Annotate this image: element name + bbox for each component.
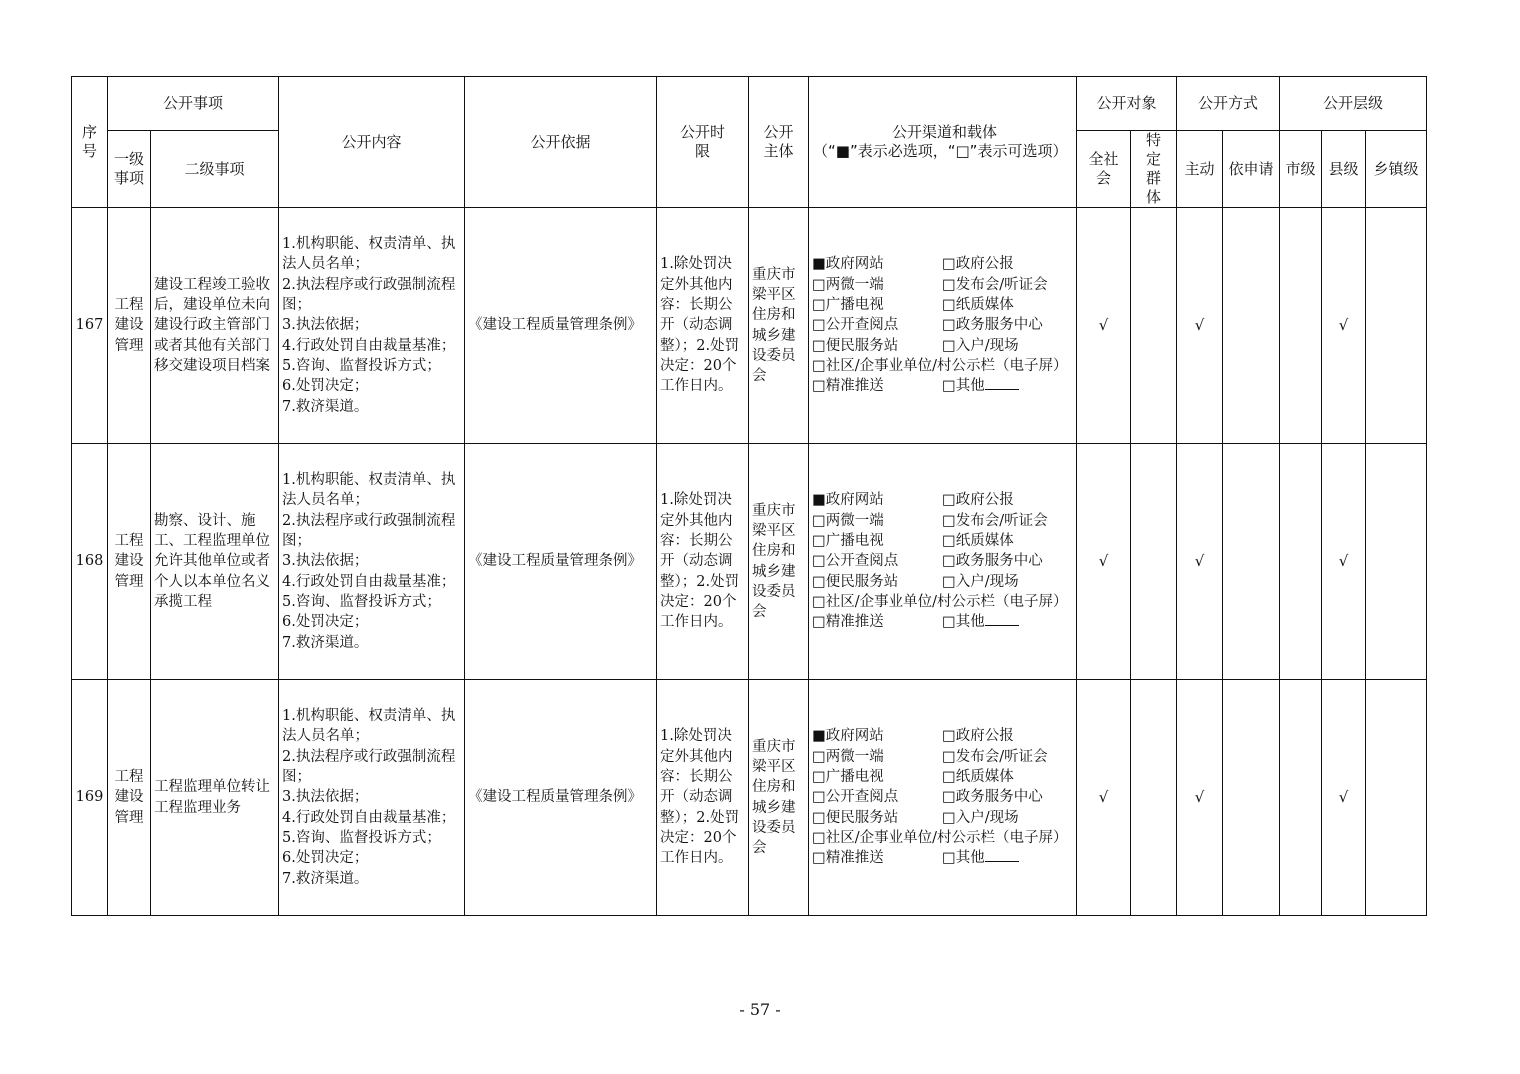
table-row [72, 680, 1427, 916]
row-subject: 重庆市梁平区住房和城乡建设委员会 [749, 208, 809, 444]
header-channel [809, 77, 1077, 208]
header-time-limit: 公开时限 [657, 77, 749, 208]
row-subject: 重庆市梁平区住房和城乡建设委员会 [749, 444, 809, 680]
content-item: 2.执法程序或行政强制流程图； [282, 748, 456, 786]
content-item: 1.机构职能、权责清单、执法人员名单； [282, 708, 456, 745]
row-content [279, 208, 465, 444]
blank-underline [985, 849, 1019, 862]
header-method-apply: 依申请 [1223, 131, 1280, 208]
header-level1: 一级事项 [108, 131, 151, 208]
row-level2: 勘察、设计、施工、工程监理单位允许其他单位或者个人以本单位名义承揽工程 [151, 444, 279, 680]
channel-service-center: □政务服务中心 [942, 789, 1043, 806]
row-number: 168 [72, 444, 108, 680]
check-active: √ [1177, 680, 1223, 916]
channel-two-micro: □两微一端 [812, 748, 884, 765]
channel-press: □发布会/听证会 [942, 512, 1048, 529]
row-content [279, 680, 465, 916]
channel-grid-bottom [812, 376, 1073, 396]
channel-push: □精准推送 [812, 614, 884, 631]
check-city [1280, 444, 1322, 680]
channel-service-station: □便民服务站 [812, 809, 899, 826]
channel-other-wrap [942, 612, 1072, 632]
channel-broadcast: □广播电视 [812, 297, 884, 314]
content-item: 5.咨询、监督投诉方式； [282, 357, 441, 374]
channel-community: □社区/企事业单位/村公示栏（电子屏） [812, 829, 1068, 846]
check-apply [1223, 444, 1280, 680]
channel-grid [812, 254, 1073, 355]
channel-reading: □公开查阅点 [812, 789, 899, 806]
channel-broadcast: □广播电视 [812, 769, 884, 786]
header-content: 公开内容 [279, 77, 465, 208]
row-content [279, 444, 465, 680]
header-channel-title: 公开渠道和载体 [892, 123, 998, 141]
channel-other: □其他 [942, 614, 985, 631]
content-item: 3.执法依据； [282, 553, 369, 570]
header-object: 公开对象 [1077, 77, 1177, 131]
header-subject: 公开主体 [749, 77, 809, 208]
check-active: √ [1177, 208, 1223, 444]
channel-other: □其他 [942, 850, 985, 867]
row-basis: 《建设工程质量管理条例》 [465, 208, 657, 444]
channel-two-micro: □两微一端 [812, 276, 884, 293]
header-object-specific: 特定群体 [1131, 131, 1177, 208]
header-basis: 公开依据 [465, 77, 657, 208]
channel-gov-bulletin: □政府公报 [942, 492, 1014, 509]
row-time-limit: 1.除处罚决定外其他内容：长期公开（动态调整）；2.处罚决定：20个工作日内。 [657, 444, 749, 680]
channel-onsite: □入户/现场 [942, 573, 1019, 590]
content-item: 5.咨询、监督投诉方式； [282, 593, 441, 610]
check-specific [1131, 444, 1177, 680]
header-level-county: 县级 [1322, 131, 1366, 208]
channel-service-center: □政务服务中心 [942, 317, 1043, 334]
channel-community: □社区/企事业单位/村公示栏（电子屏） [812, 357, 1068, 374]
header-level-town: 乡镇级 [1366, 131, 1427, 208]
content-item: 7.救济渠道。 [282, 634, 369, 651]
row-subject: 重庆市梁平区住房和城乡建设委员会 [749, 680, 809, 916]
check-specific [1131, 208, 1177, 444]
content-item: 2.执法程序或行政强制流程图； [282, 276, 456, 314]
channel-gov-site: ■政府网站 [812, 492, 884, 509]
row-level2: 工程监理单位转让工程监理业务 [151, 680, 279, 916]
channel-gov-bulletin: □政府公报 [942, 728, 1014, 745]
content-item: 6.处罚决定； [282, 850, 369, 867]
channel-reading: □公开查阅点 [812, 553, 899, 570]
check-apply [1223, 208, 1280, 444]
channel-onsite: □入户/现场 [942, 809, 1019, 826]
channel-paper: □纸质媒体 [942, 533, 1014, 550]
content-item: 3.执法依据； [282, 789, 369, 806]
channel-gov-site: ■政府网站 [812, 728, 884, 745]
blank-underline [985, 613, 1019, 626]
check-apply [1223, 680, 1280, 916]
row-level1: 工程建设管理 [108, 208, 151, 444]
check-city [1280, 680, 1322, 916]
channel-grid [812, 490, 1073, 591]
row-basis: 《建设工程质量管理条例》 [465, 444, 657, 680]
content-item: 7.救济渠道。 [282, 398, 369, 415]
content-item: 5.咨询、监督投诉方式； [282, 829, 441, 846]
check-town [1366, 680, 1427, 916]
channel-onsite: □入户/现场 [942, 337, 1019, 354]
row-time-limit: 1.除处罚决定外其他内容：长期公开（动态调整）；2.处罚决定：20个工作日内。 [657, 208, 749, 444]
channel-reading: □公开查阅点 [812, 317, 899, 334]
header-method-active: 主动 [1177, 131, 1223, 208]
header-level-city: 市级 [1280, 131, 1322, 208]
content-item: 7.救济渠道。 [282, 870, 369, 887]
channel-service-station: □便民服务站 [812, 337, 899, 354]
content-item: 1.机构职能、权责清单、执法人员名单； [282, 472, 456, 509]
check-all: √ [1077, 444, 1131, 680]
check-town [1366, 208, 1427, 444]
content-item: 4.行政处罚自由裁量基准； [282, 337, 456, 354]
content-item: 6.处罚决定； [282, 378, 369, 395]
content-item: 3.执法依据； [282, 317, 369, 334]
channel-paper: □纸质媒体 [942, 769, 1014, 786]
row-channels [809, 680, 1077, 916]
channel-grid-bottom [812, 848, 1073, 868]
content-item: 6.处罚决定； [282, 614, 369, 631]
row-time-limit: 1.除处罚决定外其他内容：长期公开（动态调整）；2.处罚决定：20个工作日内。 [657, 680, 749, 916]
check-specific [1131, 680, 1177, 916]
check-city [1280, 208, 1322, 444]
page-number: - 57 - [739, 1000, 781, 1019]
header-level2: 二级事项 [151, 131, 279, 208]
channel-service-center: □政务服务中心 [942, 553, 1043, 570]
header-object-all: 全社会 [1077, 131, 1131, 208]
row-number: 169 [72, 680, 108, 916]
check-town [1366, 444, 1427, 680]
disclosure-table [71, 76, 1427, 916]
channel-push: □精准推送 [812, 378, 884, 395]
check-all: √ [1077, 208, 1131, 444]
channel-two-micro: □两微一端 [812, 512, 884, 529]
channel-other-wrap [942, 848, 1072, 868]
content-item: 4.行政处罚自由裁量基准； [282, 809, 456, 826]
channel-service-station: □便民服务站 [812, 573, 899, 590]
row-level1: 工程建设管理 [108, 444, 151, 680]
channel-press: □发布会/听证会 [942, 276, 1048, 293]
table-row [72, 208, 1427, 444]
header-row-1 [72, 77, 1427, 131]
channel-paper: □纸质媒体 [942, 297, 1014, 314]
table-row [72, 444, 1427, 680]
channel-other-wrap [942, 376, 1072, 396]
check-county: √ [1322, 680, 1366, 916]
check-county: √ [1322, 444, 1366, 680]
channel-gov-bulletin: □政府公报 [942, 256, 1014, 273]
channel-broadcast: □广播电视 [812, 533, 884, 550]
row-basis: 《建设工程质量管理条例》 [465, 680, 657, 916]
channel-grid [812, 726, 1073, 827]
row-channels [809, 444, 1077, 680]
channel-grid-bottom [812, 612, 1073, 632]
row-channels [809, 208, 1077, 444]
content-item: 1.机构职能、权责清单、执法人员名单； [282, 236, 456, 273]
header-matter: 公开事项 [108, 77, 279, 131]
blank-underline [985, 377, 1019, 390]
row-level1: 工程建设管理 [108, 680, 151, 916]
channel-other: □其他 [942, 378, 985, 395]
check-county: √ [1322, 208, 1366, 444]
content-item: 4.行政处罚自由裁量基准； [282, 573, 456, 590]
row-number: 167 [72, 208, 108, 444]
header-seq: 序号 [72, 77, 108, 208]
check-active: √ [1177, 444, 1223, 680]
content-item: 2.执法程序或行政强制流程图； [282, 512, 456, 550]
header-method: 公开方式 [1177, 77, 1280, 131]
row-level2: 建设工程竣工验收后，建设单位未向建设行政主管部门或者其他有关部门移交建设项目档案 [151, 208, 279, 444]
check-all: √ [1077, 680, 1131, 916]
channel-press: □发布会/听证会 [942, 748, 1048, 765]
header-level: 公开层级 [1280, 77, 1427, 131]
channel-push: □精准推送 [812, 850, 884, 867]
channel-community: □社区/企事业单位/村公示栏（电子屏） [812, 593, 1068, 610]
channel-gov-site: ■政府网站 [812, 256, 884, 273]
header-channel-note: （“■”表示必选项，“□”表示可选项） [813, 142, 1068, 160]
